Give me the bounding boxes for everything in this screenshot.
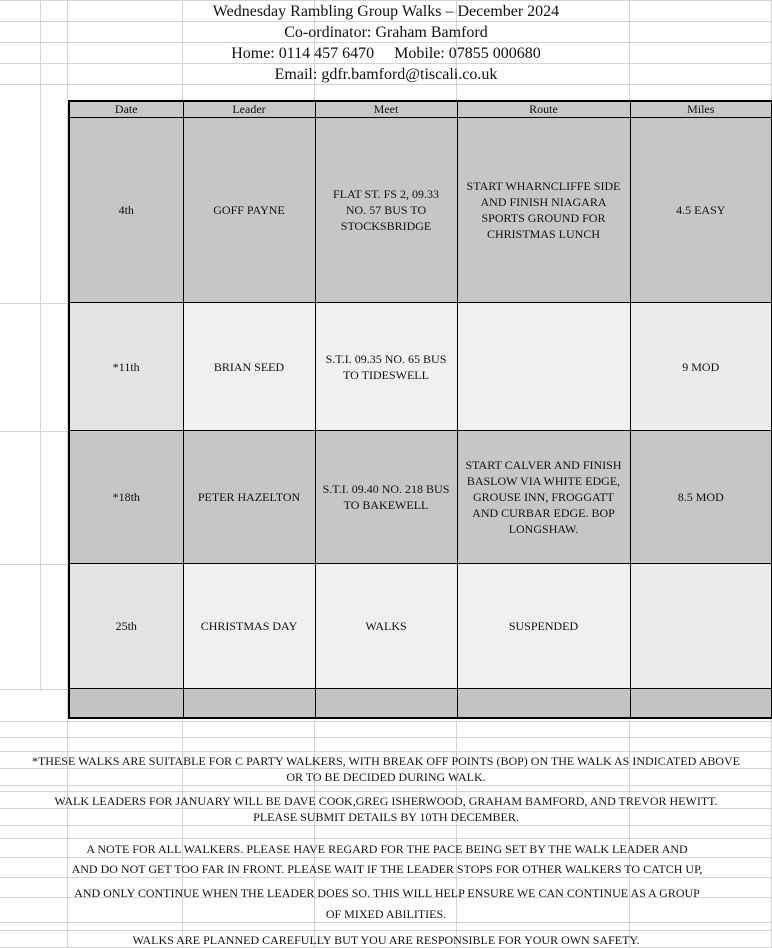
c-party-note-line: OR TO BE DECIDED DURING WALK.	[286, 770, 486, 784]
leader-cell: BRIAN SEED	[183, 303, 315, 431]
leaders-note-line: PLEASE SUBMIT DETAILS BY 10TH DECEMBER.	[253, 810, 519, 824]
walks-table	[68, 100, 772, 719]
empty-cell	[69, 689, 183, 719]
c-party-note-line: *THESE WALKS ARE SUITABLE FOR C PARTY WALKERS, WITH BREAK OFF POINTS (BOP) ON THE WALK AS INDICATED ABOVE	[31, 754, 741, 768]
column-header-route: Route	[457, 101, 630, 118]
empty-cell	[183, 689, 315, 719]
phone-line: Home: 0114 457 6470 Mobile: 07855 000680	[231, 45, 541, 62]
date-cell: *18th	[69, 431, 183, 564]
empty-cell	[457, 689, 630, 719]
empty-cell	[315, 689, 457, 719]
leaders-note-line: WALK LEADERS FOR JANUARY WILL BE DAVE COOK,GREG ISHERWOOD, GRAHAM BAMFORD, AND TREVOR HEWITT.	[54, 794, 718, 808]
miles-cell: 8.5 MOD	[630, 431, 772, 564]
email-line: Email: gdfr.bamford@tiscali.co.uk	[274, 66, 498, 83]
pace-note-line: OF MIXED ABILITIES.	[325, 907, 447, 921]
meet-cell: WALKS	[315, 564, 457, 689]
pace-note-line: AND ONLY CONTINUE WHEN THE LEADER DOES SO. THIS WILL HELP ENSURE WE CAN CONTINUE AS A GROUP	[74, 886, 700, 900]
leader-cell: CHRISTMAS DAY	[183, 564, 315, 689]
table-header-row	[69, 101, 772, 118]
safety-note: WALKS ARE PLANNED CAREFULLY BUT YOU ARE RESPONSIBLE FOR YOUR OWN SAFETY.	[132, 933, 640, 947]
leader-cell: GOFF PAYNE	[183, 118, 315, 303]
leader-cell: PETER HAZELTON	[183, 431, 315, 564]
page-title: Wednesday Rambling Group Walks – December 2024	[212, 3, 560, 20]
empty-cell	[630, 689, 772, 719]
pace-note-line: AND DO NOT GET TOO FAR IN FRONT. PLEASE WAIT IF THE LEADER STOPS FOR OTHER WALKERS TO CATCH UP,	[71, 862, 703, 876]
route-cell: START WHARNCLIFFE SIDE AND FINISH NIAGARA SPORTS GROUND FOR CHRISTMAS LUNCH	[457, 118, 630, 303]
date-cell: 25th	[69, 564, 183, 689]
miles-cell	[630, 564, 772, 689]
pace-note-line: A NOTE FOR ALL WALKERS. PLEASE HAVE REGARD FOR THE PACE BEING SET BY THE WALK LEADER AND	[86, 842, 688, 856]
table-row	[69, 564, 772, 689]
table-row	[69, 303, 772, 431]
table-row	[69, 118, 772, 303]
table-row	[69, 431, 772, 564]
table-row-empty	[69, 689, 772, 719]
coordinator-line: Co-ordinator: Graham Bamford	[284, 24, 488, 41]
column-header-leader: Leader	[183, 101, 315, 118]
column-header-meet: Meet	[315, 101, 457, 118]
miles-cell: 9 MOD	[630, 303, 772, 431]
meet-cell: S.T.I. 09.40 NO. 218 BUS TO BAKEWELL	[315, 431, 457, 564]
meet-cell: FLAT ST. FS 2, 09.33 NO. 57 BUS TO STOCKSBRIDGE	[315, 118, 457, 303]
route-cell: START CALVER AND FINISH BASLOW VIA WHITE EDGE, GROUSE INN, FROGGATT AND CURBAR EDGE. BOP LONGSHAW.	[457, 431, 630, 564]
meet-cell: S.T.I. 09.35 NO. 65 BUS TO TIDESWELL	[315, 303, 457, 431]
route-cell: SUSPENDED	[457, 564, 630, 689]
date-cell: *11th	[69, 303, 183, 431]
column-header-date: Date	[69, 101, 183, 118]
miles-cell: 4.5 EASY	[630, 118, 772, 303]
date-cell: 4th	[69, 118, 183, 303]
route-cell	[457, 303, 630, 431]
column-header-miles: Miles	[630, 101, 772, 118]
